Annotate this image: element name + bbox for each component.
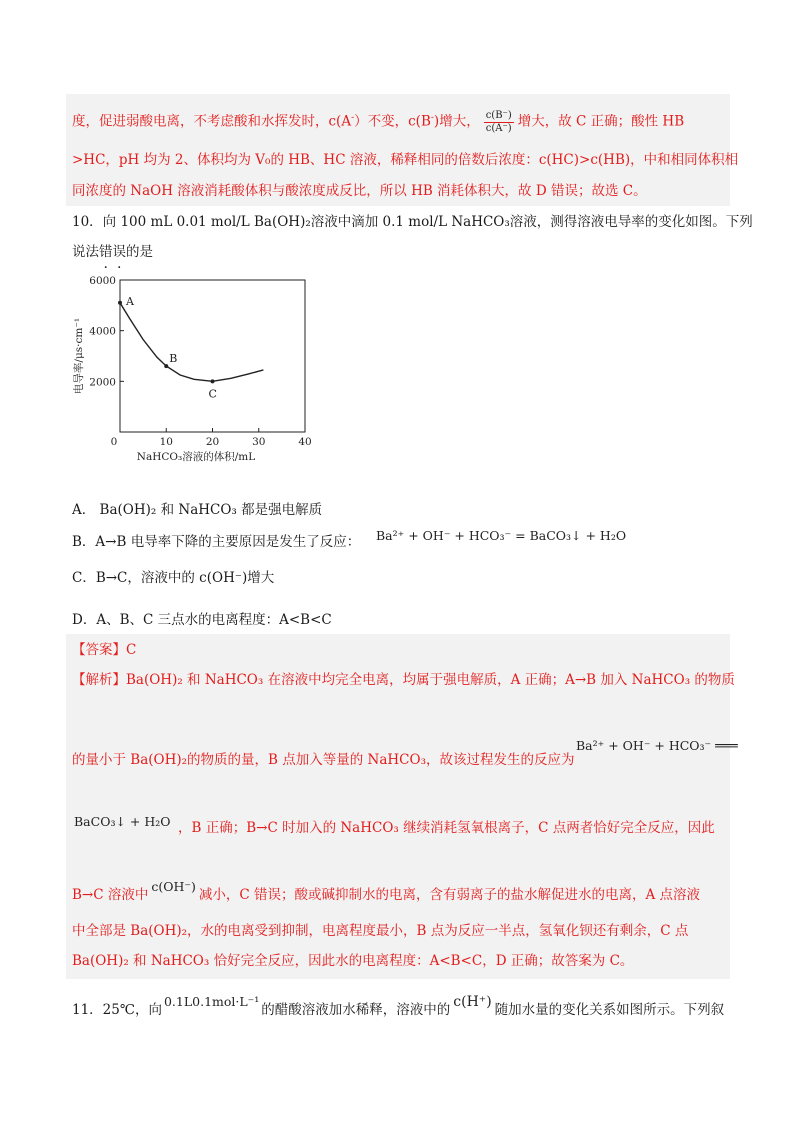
point-c-marker (211, 379, 215, 383)
q10-option-d: D．A、B、C 三点水的电离程度：A<B<C (72, 612, 332, 628)
q10-analysis-equation-part-1: Ba²⁺ + OH⁻ + HCO₃⁻ ═══ (576, 738, 738, 753)
q10-option-b-equation: Ba²⁺ + OH⁻ + HCO₃⁻ = BaCO₃↓ + H₂O (376, 528, 627, 543)
chart-plot-frame (120, 280, 305, 432)
acetic-acid-amount: 0.1L0.1mol·L⁻¹ (163, 994, 260, 1009)
chart-points (118, 295, 217, 401)
emphasis-wrong-1: 错 (99, 244, 113, 260)
y-tick-label: 2000 (89, 376, 116, 389)
prev-explanation-line-3: 同浓度的 NaOH 溶液消耗酸体积与酸浓度成反比，所以 HB 消耗体积大，故 D 错误；故选 C。 (72, 183, 647, 199)
hydrogen-ion-concentration: c(H⁺) (453, 994, 492, 1010)
point-a-label: A (126, 294, 134, 308)
q10-stem-line-1: 10．向 100 mL 0.01 mol/L Ba(OH)₂溶液中滴加 0.1 mol/L NaHCO₃溶液，测得溶液电导率的变化如图。下列 (72, 214, 753, 230)
q10-analysis-line-5: 中全部是 Ba(OH)₂，水的电离受到抑制，电离程度最小，B 点为反应一半点，氢氧化钡还有剩余，C 点 (72, 923, 689, 939)
q10-answer: 【答案】C (72, 642, 137, 658)
q10-option-b: B．A→B 电导率下降的主要原因是发生了反应： (72, 534, 361, 550)
q10-analysis-line-6: Ba(OH)₂ 和 NaHCO₃ 恰好完全反应，因此水的电离程度：A<B<C，D 正确；故答案为 C。 (72, 953, 634, 969)
point-a-marker (118, 301, 122, 305)
concentration-ratio-fraction: $\frac{c(B^-)}{c(A^-)}$ (485, 109, 512, 134)
x-tick-label: 10 (159, 436, 173, 448)
q10-analysis-line-3: ，B 正确；B→C 时加入的 NaHCO₃ 继续消耗氢氧根离子，C 点两者恰好完全反应，因此 (178, 820, 715, 836)
x-tick-label: 0 (110, 436, 118, 448)
x-tick-label: 20 (205, 436, 220, 448)
prev-explanation-line-1: 度，促进弱酸电离，不考虑酸和水挥发时，c(A-）不变，c(B-)增大， $\frac{c(B^-)}{c(A^-)}$ 增大，故 C 正确；酸性 HB (72, 109, 685, 134)
q10-analysis-line-2: 的量小于 Ba(OH)₂的物质的量，B 点加入等量的 NaHCO₃，故该过程发生的反应为 (72, 752, 575, 768)
prev-explanation-line-2: >HC，pH 均为 2、体积均为 V₀的 HB、HC 溶液，稀释相同的倍数后浓度：c(HC)>c(HB)，中和相同体积相 (72, 152, 739, 168)
q10-analysis-equation-part-2: BaCO₃↓ + H₂O (74, 814, 171, 829)
hydroxide-concentration: c(OH⁻) (151, 879, 196, 894)
chart-ylabel: 电导率/μs·cm⁻¹ (73, 317, 85, 395)
emphasis-wrong-2: 误 (112, 244, 126, 260)
point-b-label: B (169, 352, 178, 366)
q11-stem: 11．25℃，向0.1L0.1mol·L⁻¹的醋酸溶液加水稀释，溶液中的 c(H⁺) 随加水量的变化关系如图所示。下列叙 (72, 994, 725, 1018)
q10-option-c: C．B→C，溶液中的 c(OH⁻)增大 (72, 570, 275, 586)
x-tick-label: 30 (252, 436, 266, 448)
chart-xlabel: NaHCO₃溶液的体积/mL (136, 451, 256, 463)
q10-analysis-line-1: 【解析】Ba(OH)₂ 和 NaHCO₃ 在溶液中均完全电离，均属于强电解质，A 正确；A→B 加入 NaHCO₃ 的物质 (72, 672, 735, 688)
point-b-marker (164, 364, 168, 368)
conductivity-chart (66, 268, 326, 468)
q10-analysis-line-4: B→C 溶液中c(OH⁻)减小，C 错误；酸或碱抑制水的电离，含有弱离子的盐水解促进水的电离，A 点溶液 (72, 879, 701, 903)
chart-ticks (89, 275, 311, 448)
point-c-label: C (208, 387, 217, 401)
q10-stem-line-2: 说法错误的是 (72, 244, 153, 260)
y-tick-label: 6000 (89, 275, 116, 287)
conductivity-line (120, 303, 263, 382)
y-tick-label: 4000 (89, 325, 116, 338)
x-tick-label: 40 (298, 436, 312, 448)
q10-option-a: A． Ba(OH)₂ 和 NaHCO₃ 都是强电解质 (72, 502, 323, 518)
